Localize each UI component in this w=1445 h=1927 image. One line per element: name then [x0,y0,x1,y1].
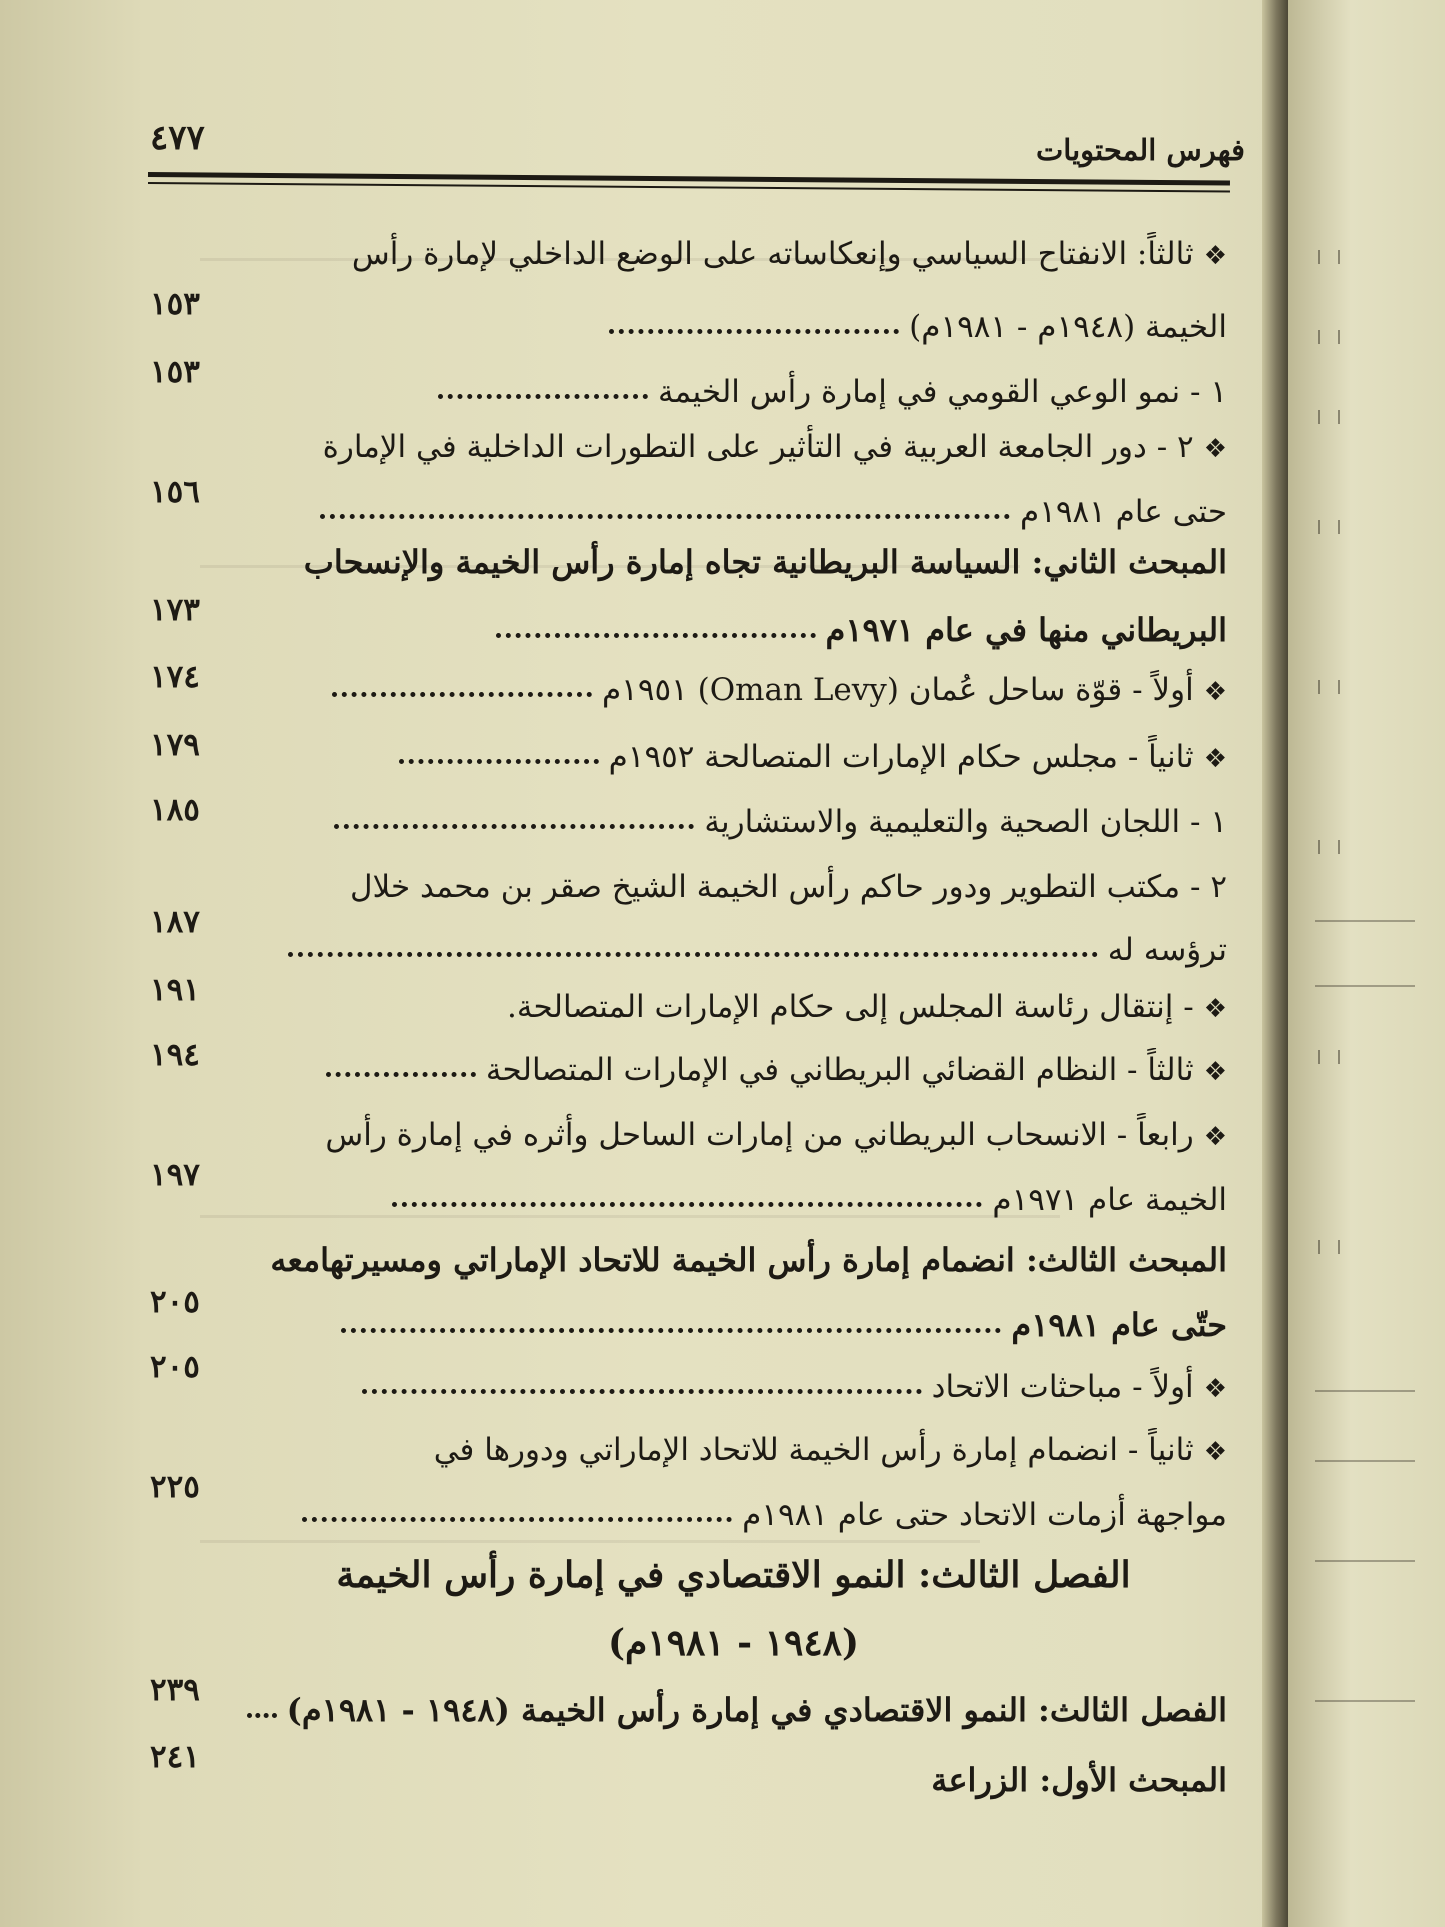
toc-entry-text: مواجهة أزمات الاتحاد حتى عام ١٩٨١م [742,1497,1227,1533]
toc-entry-text: - إنتقال رئاسة المجلس إلى حكام الإمارات المتصالحة. [507,989,1194,1025]
diamond-bullet-icon: ❖ [1203,434,1227,464]
toc-entry [240,305,1227,349]
leader-dots [496,627,816,638]
chapter-heading-years: (١٩٤٨ - ١٩٨١م) [607,1622,860,1664]
toc-entry [240,668,1227,714]
facing-page-mark [1318,330,1340,344]
toc-entry-text: أولاً - قوّة ساحل عُمان (Oman Levy) ١٩٥١م [601,672,1194,708]
toc-section-heading [240,608,1227,652]
toc-entry [240,735,1227,781]
diamond-bullet-icon: ❖ [1203,1057,1227,1087]
toc-entry-text: ثالثاً: الانفتاح السياسي وإنعكاساته على الوضع الداخلي لإمارة رأس [351,236,1194,272]
facing-page-mark [1318,410,1340,424]
facing-page-text-line [1315,1390,1415,1392]
diamond-bullet-icon: ❖ [1203,1122,1227,1152]
leader-dots [334,818,694,829]
toc-entry-text: الخيمة (١٩٤٨م - ١٩٨١م) [909,309,1227,345]
leader-dots [288,946,1098,957]
toc-entry [240,865,1227,909]
chapter-heading: الفصل الثالث: النمو الاقتصادي في إمارة رأس الخيمة [336,1554,1131,1596]
toc-page-number: ١٨٧ [150,904,200,940]
toc-entry [240,1178,1227,1222]
toc-page-number: ١٥٣ [150,354,200,390]
leader-dots [609,323,899,334]
facing-page-mark [1318,520,1340,534]
leader-dots [341,1322,1001,1333]
toc-page-number: ٢٢٥ [150,1469,200,1505]
toc-entry [240,1493,1227,1537]
toc-entry-text: ١ - نمو الوعي القومي في إمارة رأس الخيمة [657,374,1227,410]
toc-page-number: ١٩١ [150,972,200,1008]
facing-page [1288,0,1445,1927]
toc-entry-text: أولاً - مباحثات الاتحاد [931,1369,1194,1405]
toc-entry-text: ثالثاً - النظام القضائي البريطاني في الإمارات المتصالحة [485,1052,1194,1088]
toc-entry-text: ثانياً - انضمام إمارة رأس الخيمة للاتحاد الإماراتي ودورها في [433,1432,1194,1468]
diamond-bullet-icon: ❖ [1203,744,1227,774]
toc-entry-text: رابعاً - الانسحاب البريطاني من إمارات الساحل وأثره في إمارة رأس [325,1117,1194,1153]
toc-entry-text: ثانياً - مجلس حكام الإمارات المتصالحة ١٩٥٢م [608,739,1194,775]
toc-entry-text: الفصل الثالث: النمو الاقتصادي في إمارة رأس الخيمة (١٩٤٨ - ١٩٨١م) [286,1691,1227,1729]
toc-page-number: ١٥٦ [150,474,200,510]
toc-entry-text: حتى عام ١٩٨١م [1019,494,1227,530]
leader-dots [302,1511,732,1522]
facing-page-mark [1318,840,1340,854]
toc-entry [240,425,1227,471]
leader-dots [320,508,1010,519]
toc-entry-text: المبحث الثالث: انضمام إمارة رأس الخيمة للاتحاد الإماراتي ومسيرتهامعه [270,1241,1227,1279]
toc-entry [240,928,1227,972]
toc-entry-text: المبحث الأول: الزراعة [931,1761,1227,1799]
diamond-bullet-icon: ❖ [1203,677,1227,707]
toc-entry [240,800,1227,844]
facing-page-text-line [1315,1560,1415,1562]
toc-entry-text: ٢ - دور الجامعة العربية في التأثير على التطورات الداخلية في الإمارة [322,429,1194,465]
leader-dots [438,388,648,399]
facing-page-mark [1318,250,1340,264]
toc-entry-text: الخيمة عام ١٩٧١م [992,1182,1227,1218]
diamond-bullet-icon: ❖ [1203,994,1227,1024]
facing-page-text-line [1315,985,1415,987]
toc-entry [240,232,1227,278]
toc-section-heading [240,1238,1227,1282]
diamond-bullet-icon: ❖ [1203,1374,1227,1404]
toc-page-number: ٢٤١ [150,1739,200,1775]
toc-entry [240,1428,1227,1474]
leader-dots [326,1066,476,1077]
toc-entry [240,490,1227,534]
toc-entry-text: البريطاني منها في عام ١٩٧١م [825,611,1227,649]
toc-page-number: ١٧٩ [150,727,200,763]
toc-page-number: ١٧٤ [150,659,200,695]
toc-entry [240,370,1227,414]
running-title: فهرس المحتويات [1035,133,1245,167]
toc-entry-text: ترؤسه له [1107,932,1227,968]
toc-entry-text: ١ - اللجان الصحية والتعليمية والاستشارية [704,804,1227,840]
bleed-through-line [200,1540,980,1543]
leader-dots [392,1196,982,1207]
toc-page-number: ١٥٣ [150,286,200,322]
facing-page-text-line [1315,920,1415,922]
toc-entry [240,985,1227,1031]
toc-section-heading [240,1758,1227,1802]
leader-dots [362,1383,922,1394]
toc-page-number: ٢٠٥ [150,1284,200,1320]
toc-page-number: ٢٣٩ [150,1672,200,1708]
toc-entry-text: حتّى عام ١٩٨١م [1011,1306,1227,1344]
toc-entry-text: ٢ - مكتب التطوير ودور حاكم رأس الخيمة الشيخ صقر بن محمد خلال [350,869,1227,905]
leader-dots [332,686,592,697]
facing-page-text-line [1315,1700,1415,1702]
diamond-bullet-icon: ❖ [1203,1437,1227,1467]
toc-entry [240,1113,1227,1159]
book-spine-shadow [1262,0,1288,1927]
page-number: ٤٧٧ [150,118,205,158]
toc-entry [240,1048,1227,1094]
toc-page-number: ١٨٥ [150,792,200,828]
toc-page-number: ١٩٤ [150,1037,200,1073]
diamond-bullet-icon: ❖ [1203,241,1227,271]
toc-page-number: ١٩٧ [150,1157,200,1193]
toc-entry-text: المبحث الثاني: السياسة البريطانية تجاه إمارة رأس الخيمة والإنسحاب [303,543,1227,581]
facing-page-mark [1318,1050,1340,1064]
facing-page-mark [1318,680,1340,694]
toc-section-heading [240,1688,1227,1732]
leader-dots [399,753,599,764]
leader-dots [247,1707,277,1718]
facing-page-text-line [1315,1460,1415,1462]
toc-page-number: ١٧٣ [150,592,200,628]
toc-entry [240,1365,1227,1411]
toc-page-number: ٢٠٥ [150,1349,200,1385]
facing-page-mark [1318,1240,1340,1254]
toc-section-heading [240,540,1227,584]
toc-section-heading [240,1303,1227,1347]
